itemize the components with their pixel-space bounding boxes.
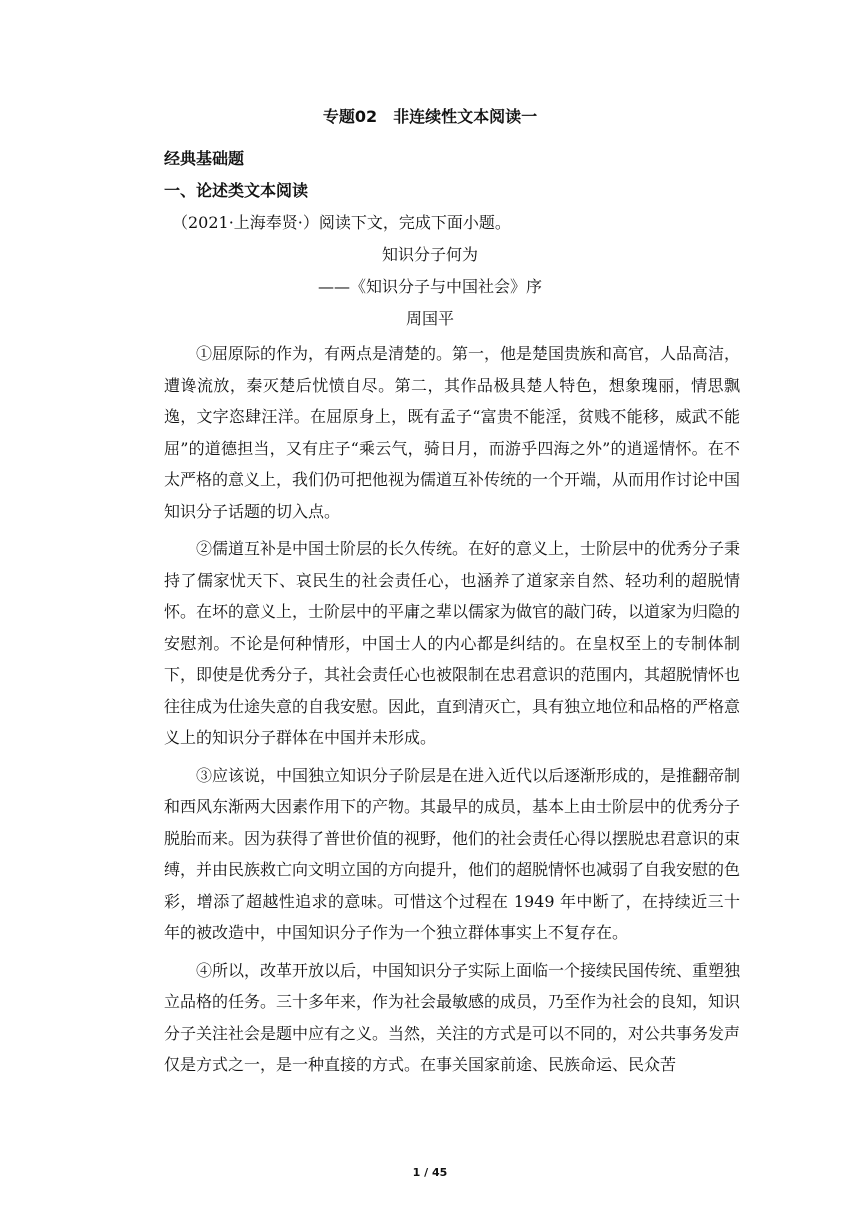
- article-subtitle: ——《知识分子与中国社会》序: [317, 277, 542, 296]
- article-title: 知识分子何为: [381, 245, 478, 264]
- paragraph: ②儒道互补是中国士阶层的长久传统。在好的意义上，士阶层中的优秀分子秉持了儒家忧天下、哀民生的社会责任心，也涵养了道家亲自然、轻功利的超脱情怀。在坏的意义上，士阶层中的平庸之辈以儒家为做官的敲门砖，以道家为归隐的安慰剂。不论是何种情形，中国士人的内心都是纠结的。在皇权至上的专制体制下，即使是优秀分子，其社会责任心也被限制在忠君意识的范围内，其超脱情怀也往往成为仕途失意的自我安慰。因此，直到清灭亡，具有独立地位和品格的严格意义上的知识分子群体在中国并未形成。: [164, 539, 741, 747]
- page-number: 1 / 45: [412, 1166, 448, 1179]
- paragraph: ④所以，改革开放以后，中国知识分子实际上面临一个接续民国传统、重塑独立品格的任务。三十多年来，作为社会最敏感的成员，乃至作为社会的良知，知识分子关注社会是题中应有之义。当然，关注的方式是可以不同的，对公共事务发声仅是方式之一，是一种直接的方式。在事关国家前途、民族命运、民众苦: [164, 960, 741, 1074]
- question-source: （2021·上海奉贤·）阅读下文，完成下面小题。: [172, 213, 511, 232]
- paragraph: ①屈原际的作为，有两点是清楚的。第一，他是楚国贵族和高官，人品高洁，遭谗流放，秦灭楚后忧愤自尽。第二，其作品极具楚人特色，想象瑰丽，情思飘逸，文字恣肆汪洋。在屈原身上，既有孟子“富贵不能淫，贫贱不能移，威武不能屈”的道德担当，又有庄子“乘云气，骑日月，而游乎四海之外”的逍遥情怀。在不太严格的意义上，我们仍可把他视为儒道互补传统的一个开端，从而用作讨论中国知识分子话题的切入点。: [164, 344, 741, 521]
- article-author: 周国平: [405, 309, 454, 328]
- paragraph: ③应该说，中国独立知识分子阶层是在进入近代以后逐渐形成的，是推翻帝制和西风东渐两大因素作用下的产物。其最早的成员，基本上由士阶层中的优秀分子脱胎而来。因为获得了普世价值的视野，他们的社会责任心得以摆脱忠君意识的束缚，并由民族救亡向文明立国的方向提升，他们的超脱情怀也减弱了自我安慰的色彩，增添了超越性追求的意味。可惜这个过程在 1949 年中断了，在持续近三十年的被改造中，中国知识分子作为一个独立群体事实上不复存在。: [164, 765, 741, 942]
- section-heading-classic: 经典基础题: [164, 149, 245, 168]
- section-heading-argumentative: 一、论述类文本阅读: [164, 181, 309, 200]
- document-title: 专题02 非连续性文本阅读一: [322, 107, 538, 126]
- article-body: [164, 338, 740, 1087]
